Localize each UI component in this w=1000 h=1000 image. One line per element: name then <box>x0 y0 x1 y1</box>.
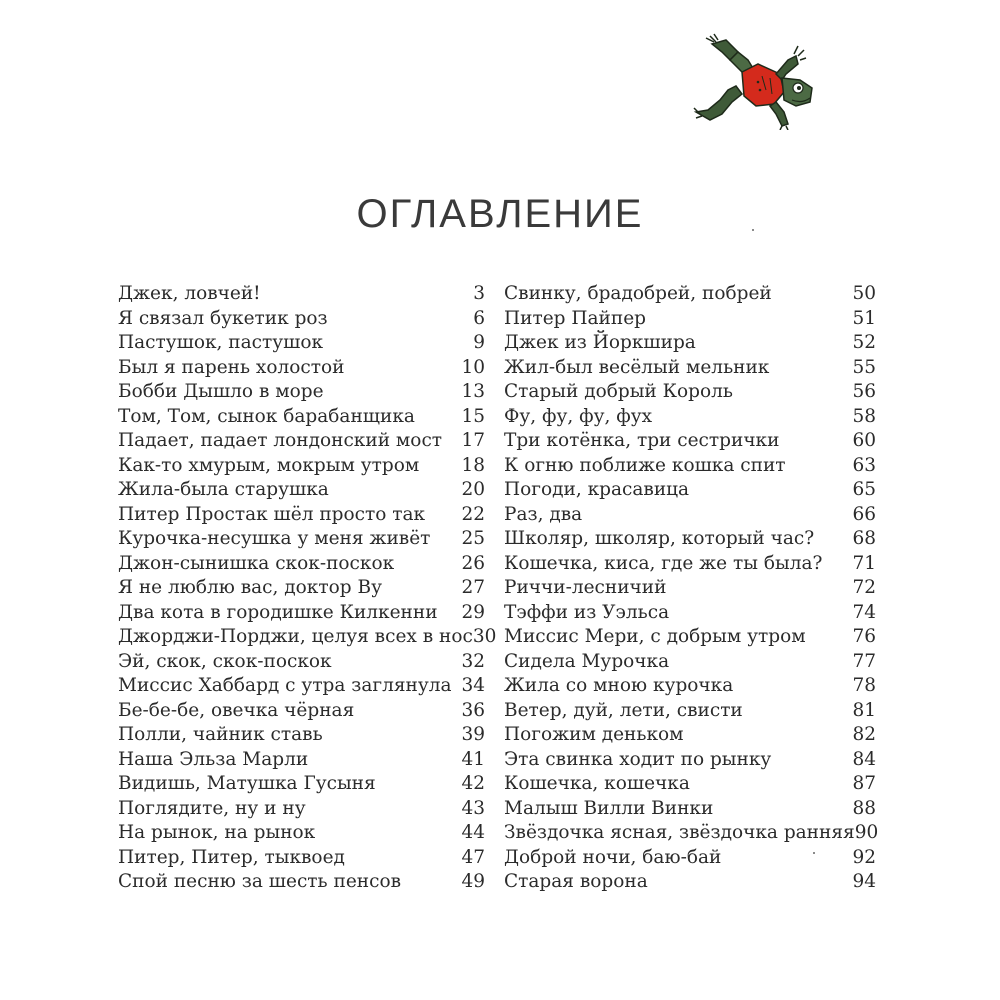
toc-entry-page: 63 <box>852 454 876 476</box>
toc-entry-page: 15 <box>461 405 485 427</box>
toc-entry-page: 56 <box>852 381 876 402</box>
toc-entry-page: 66 <box>852 503 876 525</box>
toc-entry-page: 82 <box>852 724 876 745</box>
toc-entry <box>504 282 876 307</box>
toc-entry <box>504 870 876 895</box>
toc-entry-page: 22 <box>461 503 485 525</box>
toc-entry-title: Том, Том, сынок барабанщика <box>118 405 415 427</box>
toc-entry <box>118 429 485 454</box>
toc-entry <box>504 821 879 846</box>
toc-entry-title: Малыш Вилли Винки <box>504 797 714 819</box>
toc-entry <box>118 307 485 332</box>
toc-entry-title: Тэффи из Уэльса <box>504 601 670 623</box>
toc-entry <box>504 429 876 454</box>
toc-entry-title: Видишь, Матушка Гусыня <box>118 773 376 794</box>
toc-entry <box>118 674 485 699</box>
toc-entry-title: Я не люблю вас, доктор Ву <box>118 577 382 598</box>
toc-entry-page: 26 <box>461 552 485 574</box>
page-speck <box>813 852 815 854</box>
toc-entry <box>504 454 876 479</box>
toc-entry-page: 50 <box>852 283 876 304</box>
toc-entry <box>118 405 485 430</box>
toc-entry <box>504 552 876 577</box>
toc-entry-title: Поглядите, ну и ну <box>118 797 306 819</box>
toc-entry-page: 74 <box>852 601 876 623</box>
toc-entry-page: 47 <box>461 846 485 868</box>
toc-entry <box>118 748 485 773</box>
toc-entry-page: 44 <box>461 822 485 843</box>
toc-entry-title: Старая ворона <box>504 871 648 892</box>
toc-entry-page: 9 <box>473 332 485 353</box>
toc-entry-page: 18 <box>461 454 485 476</box>
toc-entry <box>504 331 876 356</box>
toc-entry-title: Кошечка, киса, где же ты была? <box>504 552 823 574</box>
toc-entry-title: Питер, Питер, тыквоед <box>118 846 345 868</box>
toc-entry-page: 71 <box>852 552 876 574</box>
toc-entry-title: Бобби Дышло в море <box>118 381 324 402</box>
toc-entry-title: Звёздочка ясная, звёздочка ранняя <box>504 822 855 843</box>
toc-entry-page: 41 <box>461 748 485 770</box>
toc-entry-page: 55 <box>852 356 876 378</box>
toc-entry-page: 13 <box>461 381 485 402</box>
toc-entry-title: Свинку, брадобрей, побрей <box>504 283 772 304</box>
toc-entry-title: Погожим деньком <box>504 724 684 745</box>
toc-entry-page: 84 <box>852 748 876 770</box>
toc-entry <box>118 331 485 356</box>
toc-entry-title: Питер Простак шёл просто так <box>118 503 426 525</box>
toc-entry-page: 90 <box>854 822 879 843</box>
toc-entry <box>118 576 485 601</box>
toc-column-left <box>118 282 497 895</box>
toc-entry-page: 78 <box>852 675 876 696</box>
toc-entry-title: Джон-сынишка скок-поскок <box>118 552 395 574</box>
toc-entry-page: 65 <box>852 479 876 500</box>
toc-entry-title: На рынок, на рынок <box>118 822 316 843</box>
toc-entry-page: 17 <box>461 430 485 451</box>
toc-entry <box>504 601 876 626</box>
toc-entry <box>504 674 876 699</box>
toc-entry <box>504 527 876 552</box>
toc-entry-page: 49 <box>461 871 485 892</box>
toc-entry-title: К огню поближе кошка спит <box>504 454 786 476</box>
toc-entry-title: Джек из Йоркшира <box>504 332 696 353</box>
toc-entry-page: 27 <box>461 577 485 598</box>
toc-entry-title: Риччи-лесничий <box>504 577 667 598</box>
toc-entry-title: Джек, ловчей! <box>118 283 261 304</box>
toc-entry-title: Эй, скок, скок-поскок <box>118 650 332 672</box>
toc-entry <box>118 797 485 822</box>
toc-entry-page: 52 <box>852 332 876 353</box>
toc-entry-page: 42 <box>461 773 485 794</box>
toc-entry-title: Миссис Хаббард с утра заглянула <box>118 675 452 696</box>
toc-entry-page: 6 <box>473 307 485 329</box>
toc-entry <box>118 454 485 479</box>
toc-entry-title: Погоди, красавица <box>504 479 690 500</box>
toc-entry <box>504 405 876 430</box>
page-title: ОГЛАВЛЕНИЕ <box>356 192 644 236</box>
toc-entry <box>118 503 485 528</box>
toc-entry-title: Два кота в городишке Килкенни <box>118 601 438 623</box>
toc-entry <box>504 846 876 871</box>
toc-entry-page: 81 <box>852 699 876 721</box>
toc-entry <box>118 380 485 405</box>
toc-entry <box>504 797 876 822</box>
toc-entry-page: 76 <box>852 626 876 647</box>
toc-entry-title: Жил-был весёлый мельник <box>504 356 770 378</box>
toc-entry <box>504 699 876 724</box>
toc-entry-page: 10 <box>461 356 485 378</box>
toc-entry-title: Наша Эльза Марли <box>118 748 309 770</box>
toc-entry <box>118 821 485 846</box>
toc-entry-page: 88 <box>852 797 876 819</box>
toc-entry-page: 87 <box>852 773 876 794</box>
toc-entry-page: 60 <box>852 430 876 451</box>
toc-entry-page: 51 <box>852 307 876 329</box>
toc-entry <box>118 282 485 307</box>
toc-entry-title: Бе-бе-бе, овечка чёрная <box>118 699 355 721</box>
toc-entry-title: Школяр, школяр, который час? <box>504 528 815 549</box>
toc-entry-title: Эта свинка ходит по рынку <box>504 748 772 770</box>
toc-entry-title: Полли, чайник ставь <box>118 724 323 745</box>
toc-entry <box>504 503 876 528</box>
toc-entry-title: Кошечка, кошечка <box>504 773 690 794</box>
toc-column-right <box>504 282 879 895</box>
toc-entry-title: Питер Пайпер <box>504 307 646 329</box>
toc-entry-title: Доброй ночи, баю-бай <box>504 846 722 868</box>
toc-entry-page: 30 <box>472 626 497 647</box>
toc-entry-title: Спой песню за шесть пенсов <box>118 871 402 892</box>
toc-entry-title: Падает, падает лондонский мост <box>118 430 443 451</box>
toc-entry-page: 32 <box>461 650 485 672</box>
toc-entry-title: Раз, два <box>504 503 583 525</box>
toc-entry-page: 3 <box>473 283 485 304</box>
toc-entry <box>118 625 497 650</box>
toc-entry <box>118 870 485 895</box>
toc-entry-title: Я связал букетик роз <box>118 307 328 329</box>
toc-entry <box>504 723 876 748</box>
toc-entry-page: 77 <box>852 650 876 672</box>
toc-entry-page: 29 <box>461 601 485 623</box>
toc-entry <box>504 748 876 773</box>
toc-entry <box>504 356 876 381</box>
toc-entry <box>504 380 876 405</box>
toc-entry <box>118 846 485 871</box>
toc-entry <box>118 772 485 797</box>
toc-entry <box>504 576 876 601</box>
toc-entry-title: Был я парень холостой <box>118 356 345 378</box>
toc-entry-title: Миссис Мери, с добрым утром <box>504 626 806 647</box>
toc-entry-title: Сидела Мурочка <box>504 650 670 672</box>
toc-entry-page: 39 <box>461 724 485 745</box>
toc-entry-title: Три котёнка, три сестрички <box>504 430 780 451</box>
toc-entry-page: 25 <box>461 528 485 549</box>
toc-entry-title: Жила со мною курочка <box>504 675 734 696</box>
toc-entry-page: 20 <box>461 479 485 500</box>
toc-entry-title: Как-то хмурым, мокрым утром <box>118 454 420 476</box>
toc-entry <box>118 527 485 552</box>
toc-entry <box>504 307 876 332</box>
frog-icon <box>692 30 816 130</box>
toc-entry <box>504 478 876 503</box>
frog-illustration <box>692 30 816 130</box>
toc-entry-title: Пастушок, пастушок <box>118 332 324 353</box>
toc-entry <box>118 723 485 748</box>
toc-entry-page: 58 <box>852 405 876 427</box>
toc-entry-page: 36 <box>461 699 485 721</box>
page-speck <box>752 229 754 231</box>
toc-entry <box>118 601 485 626</box>
toc-entry-page: 43 <box>461 797 485 819</box>
toc-entry <box>118 552 485 577</box>
toc-entry <box>504 650 876 675</box>
toc-entry-page: 68 <box>852 528 876 549</box>
toc-entry-title: Джорджи-Порджи, целуя всех в нос <box>118 626 473 647</box>
toc-entry-page: 34 <box>461 675 485 696</box>
toc-entry-title: Ветер, дуй, лети, свисти <box>504 699 743 721</box>
toc-entry-title: Фу, фу, фу, фух <box>504 405 653 427</box>
toc-entry-title: Старый добрый Король <box>504 381 733 402</box>
toc-entry-title: Жила-была старушка <box>118 479 329 500</box>
toc-entry <box>504 625 876 650</box>
toc-entry-page: 94 <box>852 871 876 892</box>
toc-entry-title: Курочка-несушка у меня живёт <box>118 528 431 549</box>
toc-entry <box>504 772 876 797</box>
toc-entry <box>118 650 485 675</box>
toc-entry <box>118 478 485 503</box>
toc-entry <box>118 699 485 724</box>
toc-entry-page: 72 <box>852 577 876 598</box>
toc-entry-page: 92 <box>852 846 876 868</box>
toc-entry <box>118 356 485 381</box>
